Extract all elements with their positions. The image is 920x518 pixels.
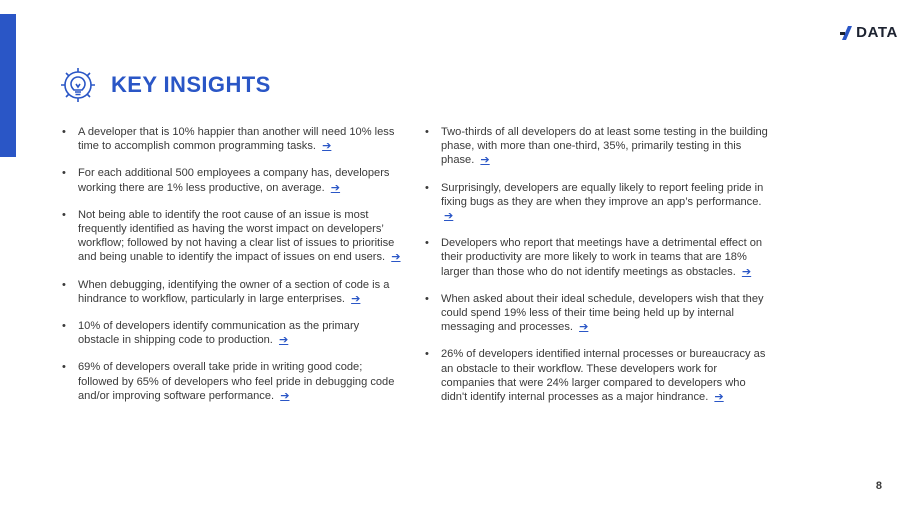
bullet: • bbox=[62, 320, 66, 333]
arrow-link-icon[interactable]: ➔ bbox=[391, 251, 401, 264]
insight-text: When debugging, identifying the owner of a section of code is a hindrance to workflow, particularly in large enterprises. bbox=[78, 278, 390, 305]
arrow-link-icon[interactable]: ➔ bbox=[741, 265, 752, 278]
insight-item bbox=[62, 278, 402, 306]
page-number: 8 bbox=[875, 480, 882, 492]
page-title: KEY INSIGHTS bbox=[111, 72, 271, 97]
arrow-link-icon[interactable]: ➔ bbox=[278, 334, 289, 347]
arrow-link-icon[interactable]: ➔ bbox=[322, 140, 332, 153]
insight-item bbox=[62, 125, 402, 153]
insight-text: Surprisingly, developers are equally likely to report feeling pride in fixing bugs as they are when they improve an app’s performance. bbox=[441, 181, 764, 208]
slash-logo-icon bbox=[840, 26, 854, 40]
lightbulb-gear-icon bbox=[58, 65, 98, 105]
insights-right-column bbox=[425, 125, 770, 417]
insight-item bbox=[62, 166, 402, 194]
insight-item bbox=[62, 208, 402, 265]
bullet: • bbox=[425, 292, 429, 305]
insight-text: For each additional 500 employees a company has, developers working there are 1% less productive, on average. bbox=[78, 167, 390, 194]
insight-item bbox=[425, 125, 770, 168]
bullet: • bbox=[425, 237, 429, 250]
arrow-link-icon[interactable]: ➔ bbox=[351, 292, 361, 305]
insight-text: Two-thirds of all developers do at least some testing in the building phase, with more than one-third, 35%, primarily testing in this phase. bbox=[441, 126, 768, 167]
insight-text: 10% of developers identify communication as the primary obstacle in shipping code to production. bbox=[78, 320, 360, 347]
insight-item bbox=[62, 360, 402, 403]
brand-logo bbox=[840, 24, 898, 41]
section-header bbox=[58, 65, 271, 105]
arrow-link-icon[interactable]: ➔ bbox=[714, 391, 724, 404]
insight-text: 69% of developers overall take pride in writing good code; followed by 65% of developers who feel pride in debugging code and/or improving software performance. bbox=[78, 361, 395, 402]
insight-item bbox=[425, 181, 770, 224]
insight-text: A developer that is 10% happier than another will need 10% less time to accomplish common programming tasks. bbox=[78, 126, 395, 153]
insights-left-column bbox=[62, 125, 402, 416]
arrow-link-icon[interactable]: ➔ bbox=[444, 210, 454, 223]
logo-text: DATA bbox=[856, 24, 898, 41]
arrow-link-icon[interactable]: ➔ bbox=[330, 181, 341, 194]
arrow-link-icon[interactable]: ➔ bbox=[280, 389, 290, 402]
bullet: • bbox=[62, 278, 66, 291]
bullet: • bbox=[62, 126, 66, 138]
bullet: • bbox=[425, 348, 429, 361]
bullet: • bbox=[425, 181, 429, 194]
insight-text: Developers who report that meetings have a detrimental effect on their productivity are more likely to work in teams that are 18% larger than those who do not identify meetings as obstacles. bbox=[441, 237, 763, 278]
insight-text: Not being able to identify the root cause of an issue is most frequently identified as having the worst impact on developers’ workflow; followed by not having a clear list of issues to prioritise and being unable to identify the impact of issues on end users. bbox=[78, 208, 395, 264]
insight-text: When asked about their ideal schedule, developers wish that they could spend 19% less of their time being held up by internal messaging and processes. bbox=[441, 292, 764, 334]
bullet: • bbox=[62, 361, 66, 374]
insight-item bbox=[62, 319, 402, 347]
insight-item bbox=[425, 292, 770, 335]
arrow-link-icon[interactable]: ➔ bbox=[579, 321, 589, 334]
arrow-link-icon[interactable]: ➔ bbox=[480, 154, 490, 167]
insight-item bbox=[425, 347, 770, 404]
insight-text: 26% of developers identified internal processes or bureaucracy as an obstacle to their workflow. These developers work for companies that were 24% larger compared to developers who didn't identify internal processes as a major hindrance. bbox=[441, 348, 766, 404]
accent-bar bbox=[0, 14, 16, 157]
insight-item bbox=[425, 236, 770, 279]
bullet: • bbox=[425, 126, 429, 138]
bullet: • bbox=[62, 208, 66, 221]
bullet: • bbox=[62, 167, 66, 180]
